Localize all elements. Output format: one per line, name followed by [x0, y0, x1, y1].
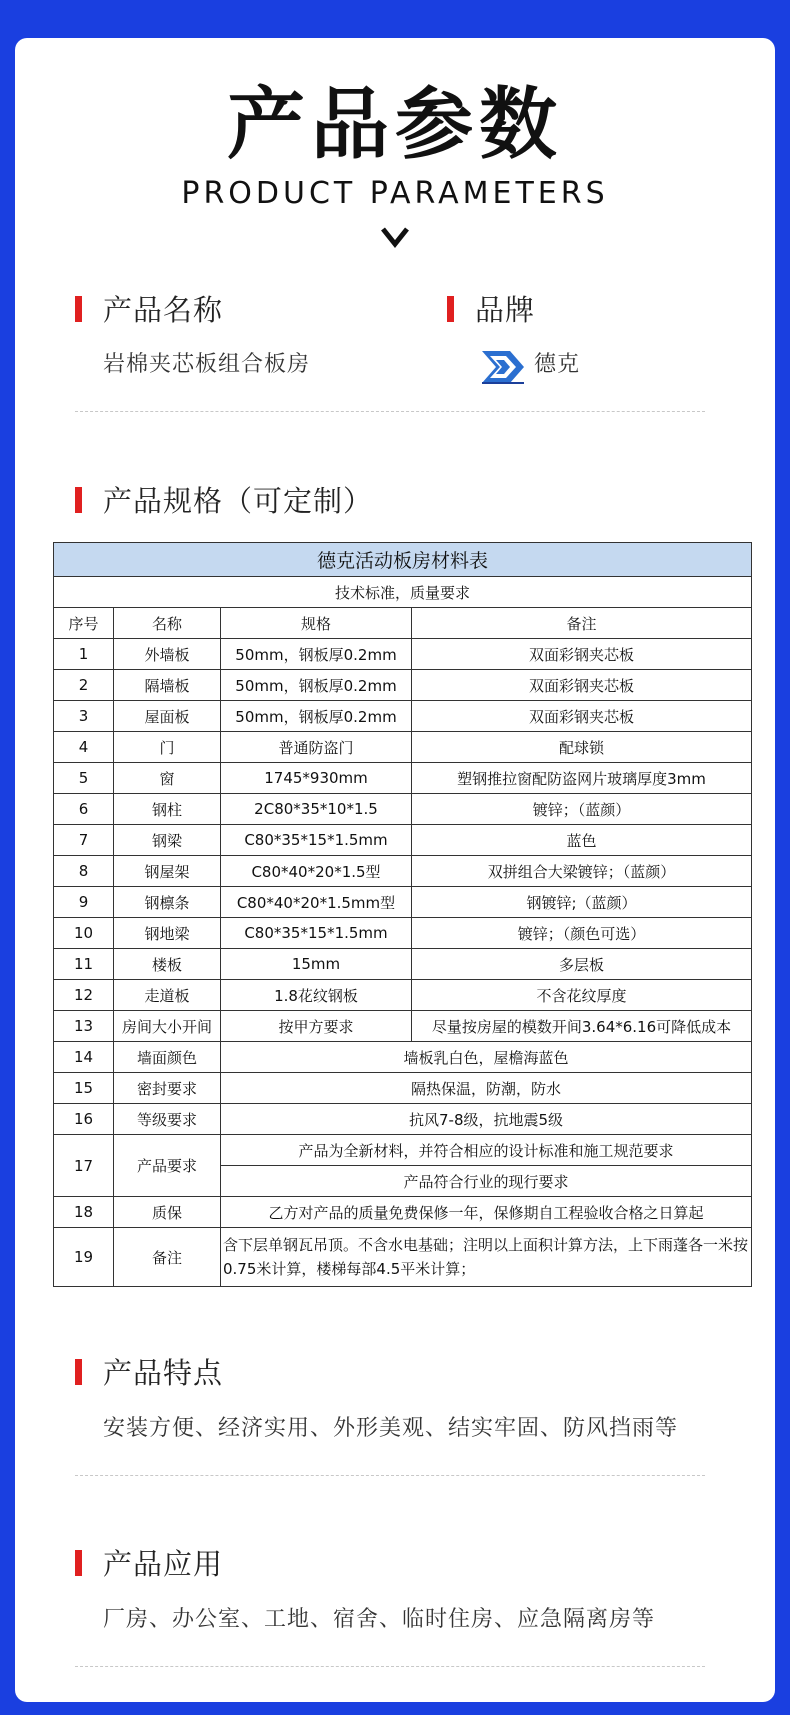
page-subtitle: PRODUCT PARAMETERS	[181, 176, 609, 211]
table-row	[54, 1135, 752, 1166]
row-note: 蓝色	[412, 825, 752, 856]
chevron-down-icon	[380, 226, 410, 248]
product-name-heading: 产品名称	[103, 293, 224, 327]
row-note: 镀锌；（颜色可选）	[412, 918, 752, 949]
product-name-value: 岩棉夹芯板组合板房	[103, 352, 311, 377]
row-note: 不含花纹厚度	[412, 980, 752, 1011]
divider	[75, 1666, 705, 1667]
section-features	[103, 1355, 223, 1391]
row-name: 窗	[114, 763, 221, 794]
table-row	[54, 1104, 752, 1135]
row-number: 11	[54, 949, 114, 980]
row-number: 19	[54, 1228, 114, 1287]
applications-text: 厂房、办公室、工地、宿舍、临时住房、应急隔离房等	[103, 1607, 656, 1632]
row-number: 6	[54, 794, 114, 825]
page-title: 产品参数	[226, 80, 563, 170]
row-spec: 普通防盗门	[221, 732, 412, 763]
row-name: 房间大小开间	[114, 1011, 221, 1042]
row-spec: C80*35*15*1.5mm	[221, 825, 412, 856]
table-row	[54, 1073, 752, 1104]
row-spec: 15mm	[221, 949, 412, 980]
table-row	[54, 701, 752, 732]
row-name: 外墙板	[114, 639, 221, 670]
specs-heading: 产品规格（可定制）	[103, 484, 374, 518]
row-text: 墙板乳白色，屋檐海蓝色	[221, 1042, 752, 1073]
row-text: 乙方对产品的质量免费保修一年，保修期自工程验收合格之日算起	[221, 1197, 752, 1228]
row-name: 钢檩条	[114, 887, 221, 918]
row-name: 楼板	[114, 949, 221, 980]
table-row	[54, 1011, 752, 1042]
row-note: 双面彩钢夹芯板	[412, 670, 752, 701]
row-text: 隔热保温，防潮，防水	[221, 1073, 752, 1104]
row-name: 屋面板	[114, 701, 221, 732]
table-subtitle: 技术标准，质量要求	[54, 577, 752, 608]
table-row	[54, 980, 752, 1011]
table-header-row	[54, 608, 752, 639]
row-name: 质保	[114, 1197, 221, 1228]
row-number: 2	[54, 670, 114, 701]
row-name: 墙面颜色	[114, 1042, 221, 1073]
row-number: 18	[54, 1197, 114, 1228]
row-name: 走道板	[114, 980, 221, 1011]
accent-bar	[75, 1359, 82, 1385]
row-name: 钢地梁	[114, 918, 221, 949]
row-note: 镀锌；（蓝颜）	[412, 794, 752, 825]
table-title: 德克活动板房材料表	[54, 543, 752, 577]
row-note: 钢镀锌;（蓝颜）	[412, 887, 752, 918]
column-header: 名称	[114, 608, 221, 639]
row-note: 多层板	[412, 949, 752, 980]
divider	[75, 1475, 705, 1476]
row-number: 12	[54, 980, 114, 1011]
divider	[75, 411, 705, 412]
row-text: 产品符合行业的现行要求	[221, 1166, 752, 1197]
row-number: 3	[54, 701, 114, 732]
row-spec: C80*40*20*1.5mm型	[221, 887, 412, 918]
section-applications	[103, 1546, 223, 1582]
accent-bar	[447, 296, 454, 322]
row-spec: 按甲方要求	[221, 1011, 412, 1042]
row-number: 17	[54, 1135, 114, 1197]
row-number: 8	[54, 856, 114, 887]
table-row	[54, 887, 752, 918]
row-spec: 1745*930mm	[221, 763, 412, 794]
row-number: 1	[54, 639, 114, 670]
table-row	[54, 856, 752, 887]
table-row	[54, 1228, 752, 1287]
row-name: 门	[114, 732, 221, 763]
row-spec: 50mm，钢板厚0.2mm	[221, 639, 412, 670]
row-spec: 50mm，钢板厚0.2mm	[221, 701, 412, 732]
section-brand	[475, 292, 535, 328]
row-number: 7	[54, 825, 114, 856]
row-number: 4	[54, 732, 114, 763]
row-text: 含下层单钢瓦吊顶。不含水电基础；注明以上面积计算方法，上下雨蓬各一米按0.75米计算，楼梯每部4.5平米计算；	[221, 1228, 752, 1287]
row-name: 等级要求	[114, 1104, 221, 1135]
table-caption-row	[54, 543, 752, 577]
row-number: 15	[54, 1073, 114, 1104]
table-row	[54, 825, 752, 856]
row-spec: 50mm，钢板厚0.2mm	[221, 670, 412, 701]
row-text: 产品为全新材料，并符合相应的设计标准和施工规范要求	[221, 1135, 752, 1166]
section-specs	[103, 483, 373, 519]
row-note: 双拼组合大梁镀锌；（蓝颜）	[412, 856, 752, 887]
column-header: 规格	[221, 608, 412, 639]
row-text: 抗风7-8级，抗地震5级	[221, 1104, 752, 1135]
applications-heading: 产品应用	[103, 1547, 224, 1581]
table-row	[54, 949, 752, 980]
row-spec: 1.8花纹钢板	[221, 980, 412, 1011]
row-note: 配球锁	[412, 732, 752, 763]
spec-table	[53, 542, 752, 1287]
row-spec: C80*40*20*1.5型	[221, 856, 412, 887]
row-note: 双面彩钢夹芯板	[412, 639, 752, 670]
row-spec: C80*35*15*1.5mm	[221, 918, 412, 949]
table-row	[54, 639, 752, 670]
row-name: 产品要求	[114, 1135, 221, 1197]
row-number: 10	[54, 918, 114, 949]
spec-rows	[54, 639, 752, 1042]
row-name: 钢屋架	[114, 856, 221, 887]
table-subtitle-row	[54, 577, 752, 608]
deke-logo-icon	[480, 347, 528, 387]
row-spec: 2C80*35*10*1.5	[221, 794, 412, 825]
row-number: 14	[54, 1042, 114, 1073]
section-product-name	[103, 292, 223, 328]
table-row	[54, 794, 752, 825]
row-number: 16	[54, 1104, 114, 1135]
table-row	[54, 763, 752, 794]
row-note: 双面彩钢夹芯板	[412, 701, 752, 732]
features-heading: 产品特点	[103, 1356, 224, 1390]
row-number: 13	[54, 1011, 114, 1042]
accent-bar	[75, 1550, 82, 1576]
table-row	[54, 670, 752, 701]
accent-bar	[75, 487, 82, 513]
brand-value: 德克	[534, 352, 581, 377]
table-row	[54, 732, 752, 763]
row-name: 钢柱	[114, 794, 221, 825]
column-header: 备注	[412, 608, 752, 639]
accent-bar	[75, 296, 82, 322]
column-header: 序号	[54, 608, 114, 639]
row-name: 密封要求	[114, 1073, 221, 1104]
table-row	[54, 1042, 752, 1073]
row-note: 塑钢推拉窗配防盗网片玻璃厚度3mm	[412, 763, 752, 794]
row-name: 备注	[114, 1228, 221, 1287]
row-name: 钢梁	[114, 825, 221, 856]
row-name: 隔墙板	[114, 670, 221, 701]
features-text: 安装方便、经济实用、外形美观、结实牢固、防风挡雨等	[103, 1416, 679, 1441]
row-number: 5	[54, 763, 114, 794]
row-number: 9	[54, 887, 114, 918]
table-row	[54, 918, 752, 949]
table-row	[54, 1197, 752, 1228]
row-note: 尽量按房屋的模数开间3.64*6.16可降低成本	[412, 1011, 752, 1042]
brand-heading: 品牌	[475, 293, 536, 327]
